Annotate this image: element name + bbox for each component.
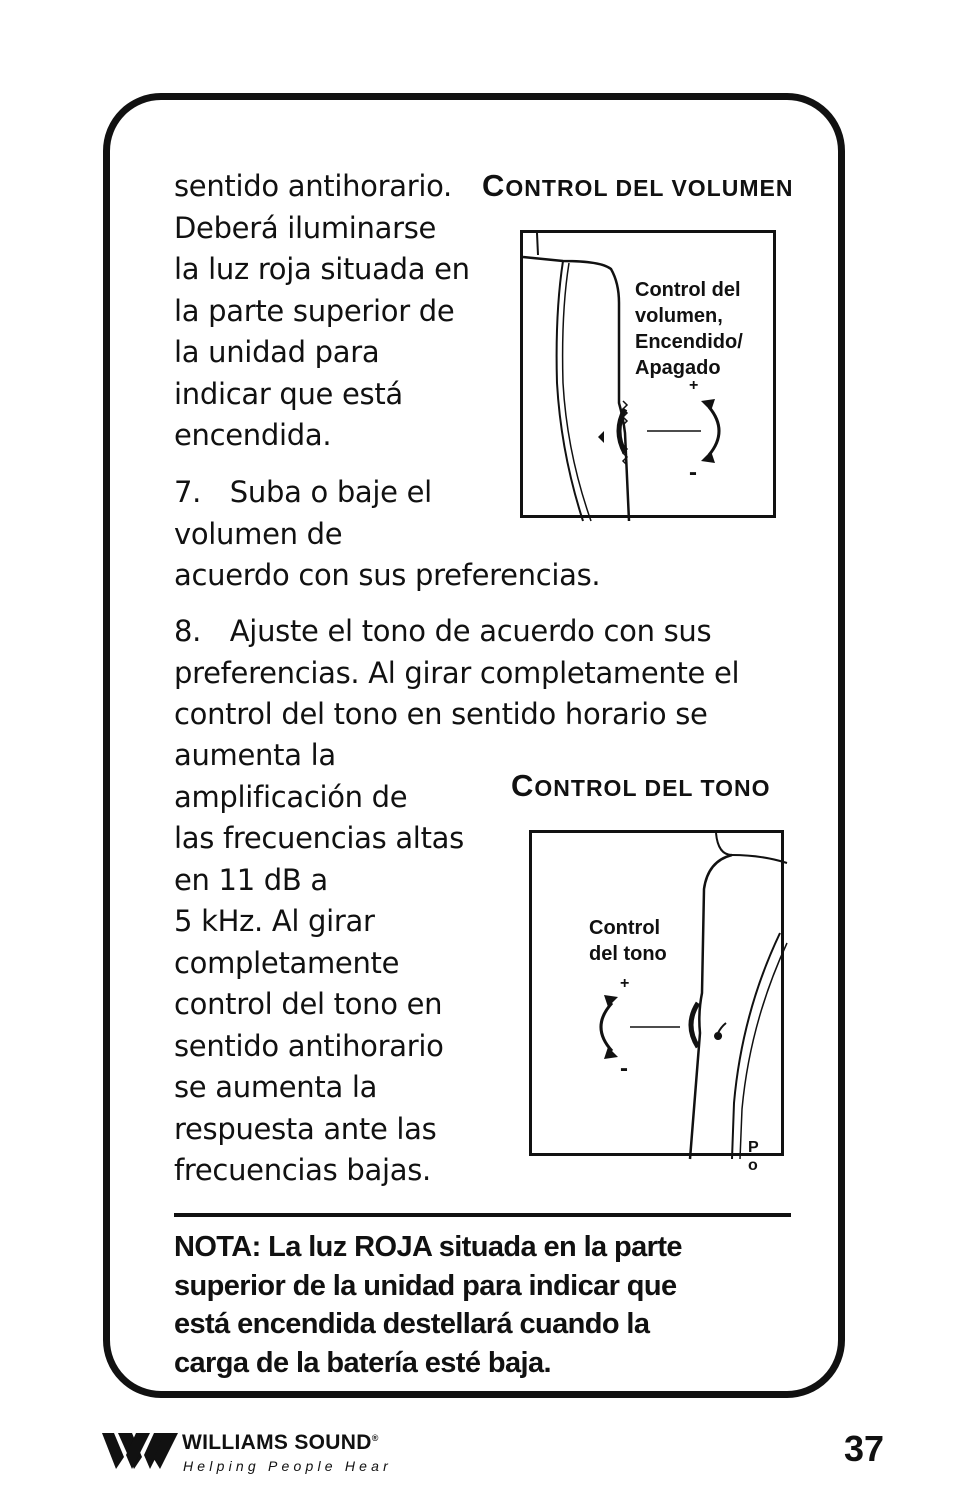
device-side-illustration xyxy=(532,833,787,1159)
title-rest: ONTROL DEL VOLUMEN xyxy=(505,175,794,201)
volume-control-figure xyxy=(520,230,776,518)
intro-text xyxy=(174,166,470,457)
volume-figure-title xyxy=(482,168,793,204)
brand-name xyxy=(182,1431,379,1455)
text-line: preferencias. Al girar completamente el xyxy=(174,655,740,690)
text-line: aumenta la xyxy=(174,738,336,772)
text-line: volumen de xyxy=(174,516,343,551)
williams-sound-logo-icon xyxy=(102,1429,178,1473)
label-line: Control xyxy=(589,917,661,939)
label-line: Apagado xyxy=(635,357,721,379)
text-line: la parte superior de xyxy=(174,293,455,328)
text-line: sentido antihorario xyxy=(174,1028,444,1063)
text-line: control del tono en sentido horario se xyxy=(174,697,708,731)
plus-sign: + xyxy=(689,377,699,394)
corner-text: P o xyxy=(748,1139,762,1174)
text-line: la unidad para xyxy=(174,335,380,369)
text-line: frecuencias bajas. xyxy=(174,1153,431,1187)
battery-note xyxy=(174,1228,682,1382)
note-line: NOTA: La luz ROJA situada en la parte xyxy=(174,1231,682,1263)
note-line: carga de la batería esté baja. xyxy=(174,1346,551,1379)
text-line: completamente xyxy=(174,945,400,980)
text-line: respuesta ante las xyxy=(174,1111,437,1146)
text-line: 8. Ajuste el tono de acuerdo con sus xyxy=(174,614,712,648)
section-divider xyxy=(174,1213,791,1217)
minus-sign: - xyxy=(620,1055,628,1082)
text-line: se aumenta la xyxy=(174,1070,378,1104)
text-line: acuerdo con sus preferencias. xyxy=(174,558,601,592)
step-8-text xyxy=(174,611,739,736)
text-line: 7. Suba o baje el xyxy=(174,475,432,509)
minus-sign: - xyxy=(689,459,697,486)
title-initial: C xyxy=(482,168,506,203)
label-line: del tono xyxy=(589,943,667,965)
registered-mark: ® xyxy=(371,1433,379,1443)
tone-control-label xyxy=(589,915,667,967)
volume-control-label xyxy=(635,277,743,381)
note-line: está encendida destellará cuando la xyxy=(174,1308,650,1340)
text-line: las frecuencias altas xyxy=(174,821,464,855)
label-line: volumen, xyxy=(635,305,723,327)
step-8-continued-text xyxy=(174,735,464,1192)
label-line: Control del xyxy=(635,279,741,301)
text-line: sentido antihorario. xyxy=(174,169,452,203)
brand-tagline: Helping People Hear xyxy=(183,1458,392,1474)
tone-control-figure xyxy=(529,830,784,1174)
text-line: 5 kHz. Al girar xyxy=(174,904,375,938)
text-line: amplificación de xyxy=(174,779,408,814)
text-line: la luz roja situada en xyxy=(174,252,470,286)
title-initial: C xyxy=(511,768,535,803)
plus-sign: + xyxy=(620,975,630,992)
page-number: 37 xyxy=(843,1428,884,1469)
text-line: control del tono en xyxy=(174,987,443,1021)
text-line: Deberá iluminarse xyxy=(174,210,437,245)
note-line: superior de la unidad para indicar que xyxy=(174,1269,677,1302)
title-rest: ONTROL DEL TONO xyxy=(534,775,771,801)
text-line: encendida. xyxy=(174,418,332,452)
brand-text: WILLIAMS SOUND xyxy=(182,1431,372,1454)
tone-figure-title xyxy=(511,768,770,804)
text-line: en 11 dB a xyxy=(174,862,328,897)
label-line: Encendido/ xyxy=(635,331,743,353)
text-line: indicar que está xyxy=(174,376,403,411)
